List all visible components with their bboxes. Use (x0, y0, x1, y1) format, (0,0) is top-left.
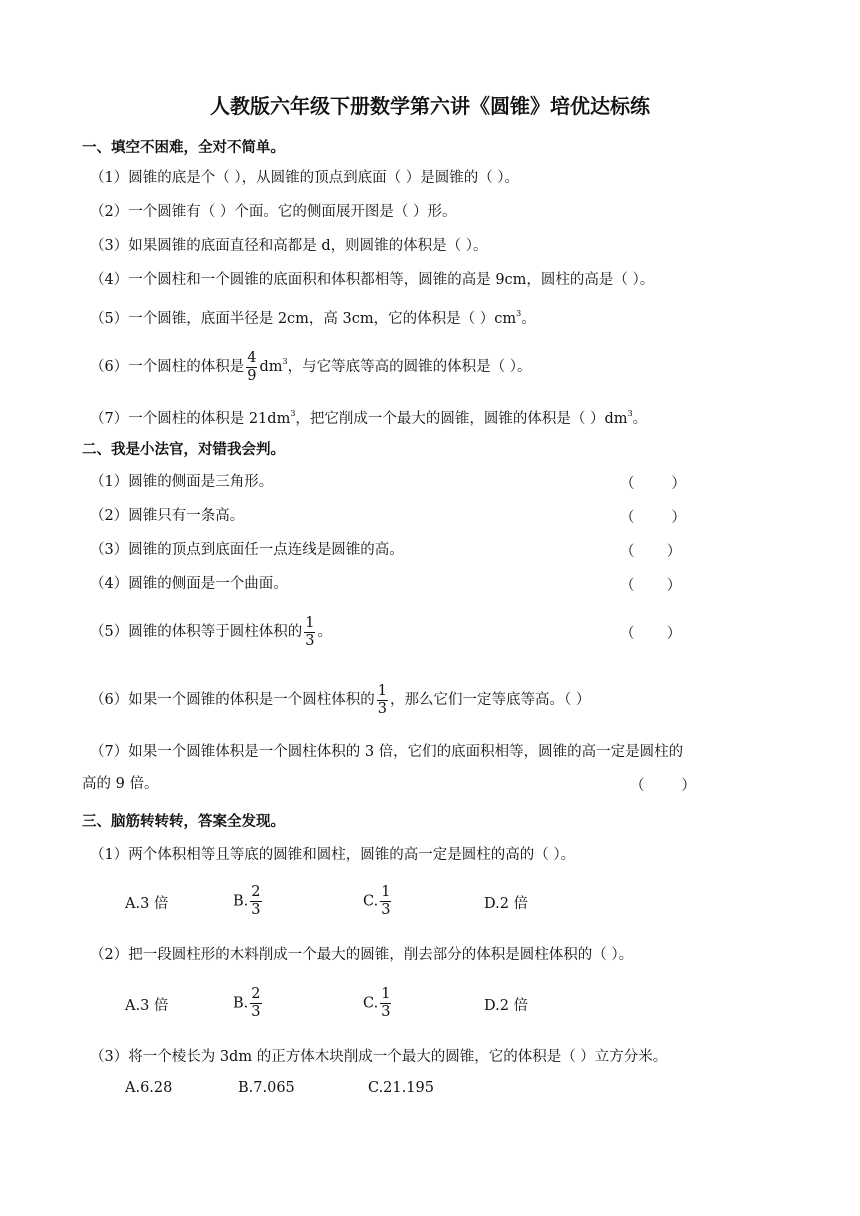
s2-q6-text: （6）如果一个圆锥的体积是一个圆柱体积的 (90, 692, 375, 708)
s2-q7-answer-paren: （ ） (630, 778, 696, 794)
s1-q6-fraction (246, 350, 257, 385)
s2-q5-answer-paren: （ ） (620, 626, 682, 642)
s2-q2-answer-paren: （ ） (620, 510, 686, 526)
fraction-denominator: 9 (247, 367, 257, 384)
fraction-numerator: 1 (305, 614, 315, 631)
option-fraction (380, 986, 391, 1021)
section-2-heading: 二、我是小法官，对错我会判。 (82, 442, 285, 458)
s3-q2-option-a: A.3 倍 (125, 998, 169, 1014)
s1-q6-sup: 3 (282, 357, 288, 366)
s1-q5-text: （5）一个圆锥，底面半径是 2cm，高 3cm，它的体积是（ ）cm (90, 311, 517, 327)
s1-q6-unit: dm (259, 359, 283, 375)
fraction-denominator: 3 (381, 902, 391, 918)
s2-q5-end: 。 (317, 624, 332, 640)
section-3-heading: 三、脑筋转转转，答案全发现。 (82, 814, 285, 830)
s2-question-1: （1）圆锥的侧面是三角形。 (90, 474, 274, 490)
option-letter: C. (363, 995, 379, 1012)
s3-q1-option-b (233, 884, 264, 919)
s1-question-6 (90, 342, 531, 387)
fraction-denominator: 3 (251, 1004, 261, 1020)
s1-question-3: （3）如果圆锥的底面直径和高都是 d，则圆锥的体积是（ ）。 (90, 238, 488, 254)
s1-q7-text-b: ，把它削成一个最大的圆锥，圆锥的体积是（ ）dm (295, 411, 628, 427)
s2-question-3: （3）圆锥的顶点到底面任一点连线是圆锥的高。 (90, 542, 404, 558)
s3-question-1: （1）两个体积相等且等底的圆锥和圆柱，圆锥的高一定是圆柱的高的（ ）。 (90, 847, 576, 863)
s3-q3-option-c: C.21.195 (368, 1080, 434, 1096)
fraction-numerator: 1 (381, 884, 391, 900)
s3-q2-option-c (363, 986, 393, 1021)
s3-question-3: （3）将一个棱长为 3dm 的正方体木块削成一个最大的圆锥，它的体积是（ ）立方分米。 (90, 1049, 668, 1065)
s1-q7-text-a: （7）一个圆柱的体积是 21dm (90, 411, 291, 427)
fraction-denominator: 3 (381, 1004, 391, 1020)
s2-q5-fraction (304, 615, 315, 650)
s2-question-4: （4）圆锥的侧面是一个曲面。 (90, 576, 288, 592)
section-1-heading: 一、填空不困难，全对不简单。 (82, 140, 285, 156)
s2-q4-answer-paren: （ ） (620, 578, 682, 594)
s1-question-1: （1）圆锥的底是个（ ），从圆锥的顶点到底面（ ）是圆锥的（ ）。 (90, 170, 520, 186)
s1-q6-end: ，与它等底等高的圆锥的体积是（ ）。 (287, 359, 532, 375)
s2-question-5 (90, 612, 332, 652)
option-letter: B. (233, 995, 249, 1012)
s3-q1-option-d: D.2 倍 (484, 896, 529, 912)
s2-question-6 (90, 680, 590, 720)
s2-q6-end: ，那么它们一定等底等高。（ ） (389, 692, 591, 708)
s1-q7-sup-2: 3 (627, 409, 633, 418)
option-fraction (380, 884, 391, 919)
fraction-numerator: 1 (381, 986, 391, 1002)
s2-q3-answer-paren: （ ） (620, 544, 682, 560)
s1-question-4: （4）一个圆柱和一个圆锥的底面积和体积都相等，圆锥的高是 9cm，圆柱的高是（ ）。 (90, 272, 655, 288)
s1-question-2: （2）一个圆锥有（ ）个面。它的侧面展开图是（ ）形。 (90, 204, 457, 220)
s2-question-7-line-1: （7）如果一个圆锥体积是一个圆柱体积的 3 倍，它们的底面积相等，圆锥的高一定是圆柱的 (90, 744, 684, 760)
fraction-numerator: 4 (247, 349, 257, 366)
fraction-numerator: 2 (251, 986, 261, 1002)
s3-q1-option-c (363, 884, 393, 919)
s1-question-7 (90, 404, 647, 429)
s1-q5-end: 。 (521, 311, 536, 327)
s2-q1-answer-paren: （ ） (620, 476, 686, 492)
fraction-denominator: 3 (305, 632, 315, 649)
fraction-numerator: 1 (377, 682, 387, 699)
s2-q5-text: （5）圆锥的体积等于圆柱体积的 (90, 624, 303, 640)
option-fraction (250, 884, 261, 919)
option-letter: B. (233, 893, 249, 910)
option-fraction (250, 986, 261, 1021)
s3-q2-option-d: D.2 倍 (484, 998, 529, 1014)
s2-q6-fraction (377, 683, 388, 718)
s1-q6-text: （6）一个圆柱的体积是 (90, 359, 245, 375)
option-letter: C. (363, 893, 379, 910)
s3-q3-option-b: B.7.065 (238, 1080, 295, 1096)
s2-question-2: （2）圆锥只有一条高。 (90, 508, 245, 524)
s1-q7-end: 。 (632, 411, 648, 427)
page-title: 人教版六年级下册数学第六讲《圆锥》培优达标练 (210, 94, 650, 118)
fraction-numerator: 2 (251, 884, 261, 900)
s3-q1-option-a: A.3 倍 (125, 896, 169, 912)
s1-q5-sup: 3 (516, 309, 522, 318)
s3-q2-option-b (233, 986, 264, 1021)
s2-question-7-line-2: 高的 9 倍。 (82, 776, 159, 792)
s3-q3-option-a: A.6.28 (125, 1080, 173, 1096)
s1-q7-sup-1: 3 (290, 409, 296, 418)
s3-question-2: （2）把一段圆柱形的木料削成一个最大的圆锥，削去部分的体积是圆柱体积的（ ）。 (90, 947, 634, 963)
fraction-denominator: 3 (377, 700, 387, 717)
fraction-denominator: 3 (251, 902, 261, 918)
s1-question-5 (90, 304, 536, 329)
